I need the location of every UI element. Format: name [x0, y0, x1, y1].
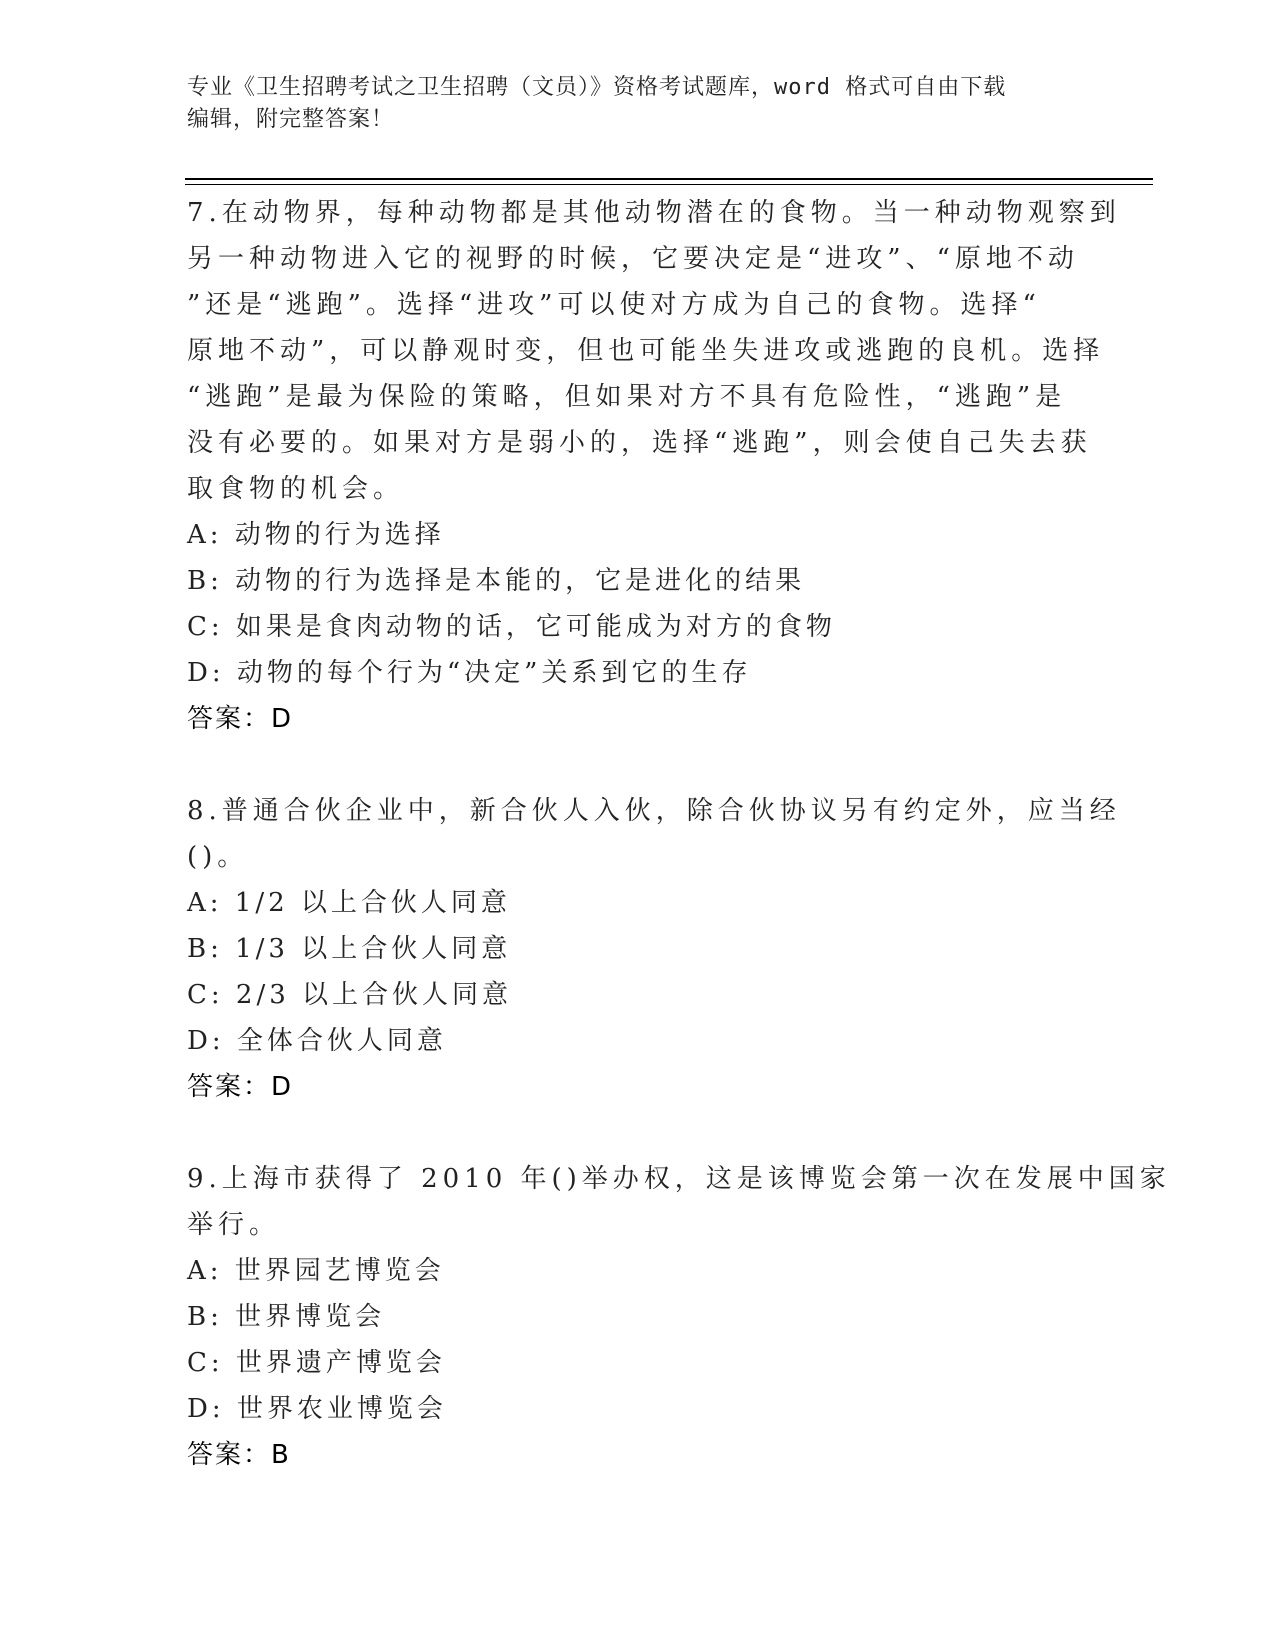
stem-line: 8.普通合伙企业中，新合伙人入伙，除合伙协议另有约定外，应当经	[187, 796, 1121, 826]
stem-line: ()。	[187, 842, 249, 872]
option-a: A: 1/2 以上合伙人同意	[187, 888, 511, 918]
option-b: B: 世界博览会	[187, 1302, 386, 1332]
stem-line: 取食物的机会。	[187, 474, 405, 504]
stem-line: 9.上海市获得了 2010 年()举办权，这是该博览会第一次在发展中国家	[187, 1164, 1171, 1194]
header-divider-thick	[185, 178, 1153, 180]
question-stem	[187, 190, 1121, 512]
option-c: C: 世界遗产博览会	[187, 1348, 446, 1378]
stem-line: 没有必要的。如果对方是弱小的，选择“逃跑”，则会使自己失去获	[187, 428, 1092, 458]
answer-line: 答案：B	[187, 1440, 291, 1470]
question-7	[187, 190, 1121, 742]
document-header	[187, 72, 1087, 136]
header-line-1: 专业《卫生招聘考试之卫生招聘（文员）》资格考试题库，word 格式可自由下载	[187, 75, 1007, 100]
header-line-2: 编辑，附完整答案！	[187, 107, 395, 132]
question-8	[187, 788, 1121, 1110]
stem-line: 7.在动物界，每种动物都是其他动物潜在的食物。当一种动物观察到	[187, 198, 1121, 228]
stem-line: “逃跑”是最为保险的策略，但如果对方不具有危险性，“逃跑”是	[187, 382, 1067, 412]
question-list	[187, 190, 1171, 1478]
stem-line: 另一种动物进入它的视野的时候，它要决定是“进攻”、“原地不动	[187, 244, 1079, 274]
option-c: C: 如果是食肉动物的话，它可能成为对方的食物	[187, 612, 836, 642]
option-d: D: 世界农业博览会	[187, 1394, 447, 1424]
question-stem	[187, 788, 1121, 880]
answer-line: 答案：D	[187, 1072, 294, 1102]
option-d: D: 全体合伙人同意	[187, 1026, 447, 1056]
spacer	[187, 742, 1087, 788]
stem-line: 举行。	[187, 1210, 281, 1240]
option-d: D: 动物的每个行为“决定”关系到它的生存	[187, 658, 752, 688]
answer-line: 答案：D	[187, 704, 294, 734]
header-divider-thin	[185, 184, 1153, 185]
stem-line: ”还是“逃跑”。选择“进攻”可以使对方成为自己的食物。选择“	[187, 290, 1041, 320]
question-9	[187, 1156, 1171, 1478]
option-a: A: 动物的行为选择	[187, 520, 445, 550]
question-stem	[187, 1156, 1171, 1248]
option-c: C: 2/3 以上合伙人同意	[187, 980, 513, 1010]
option-a: A: 世界园艺博览会	[187, 1256, 445, 1286]
option-b: B: 动物的行为选择是本能的，它是进化的结果	[187, 566, 806, 596]
stem-line: 原地不动”，可以静观时变，但也可能坐失进攻或逃跑的良机。选择	[187, 336, 1105, 366]
spacer	[187, 1110, 1087, 1156]
option-b: B: 1/3 以上合伙人同意	[187, 934, 512, 964]
